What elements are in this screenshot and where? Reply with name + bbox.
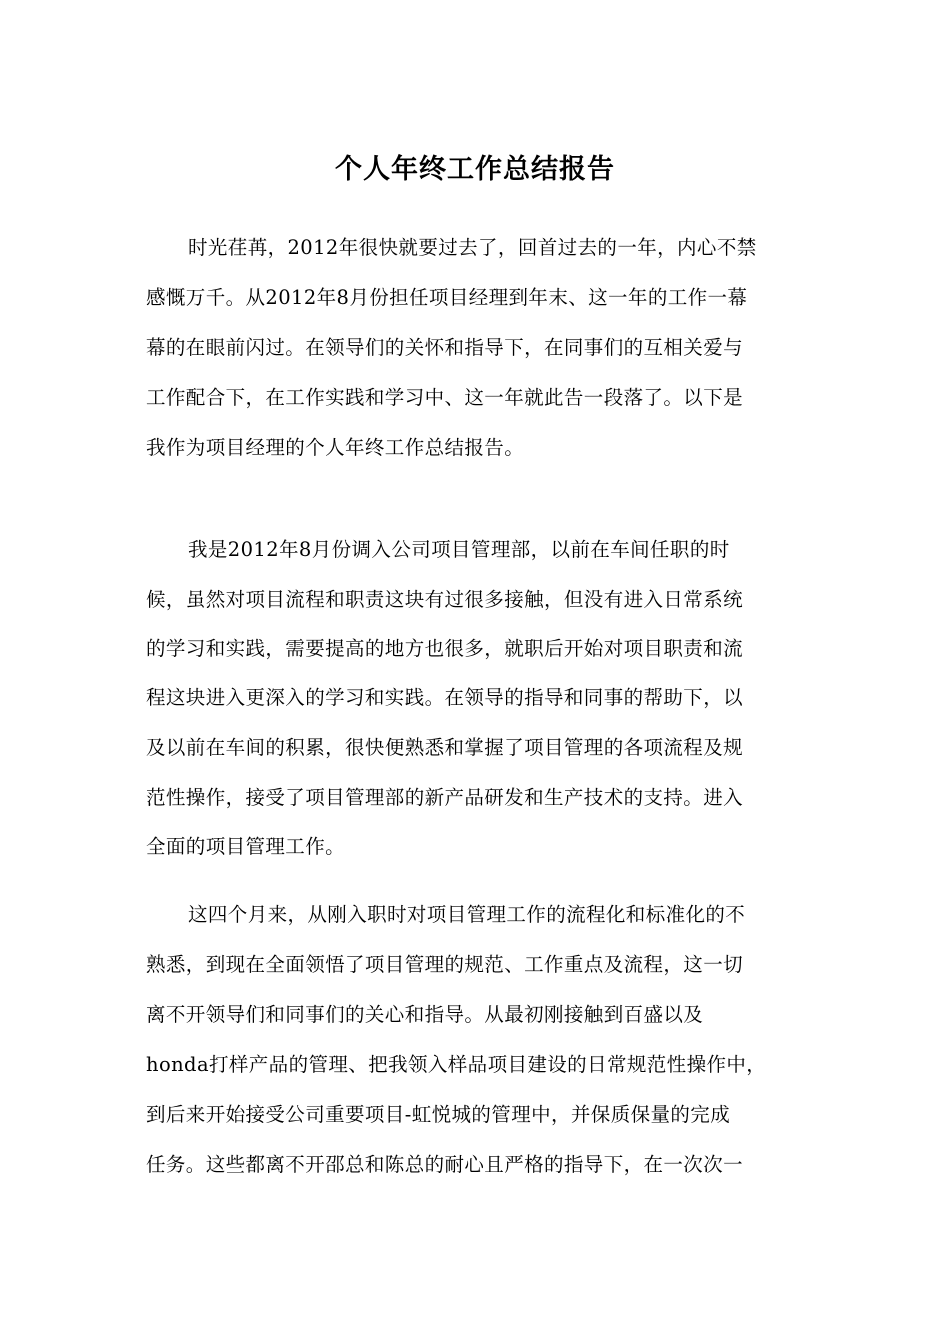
- document-title: 个人年终工作总结报告: [335, 154, 615, 185]
- paragraph-1-line-4: 工作配合下，在工作实践和学习中、这一年就此告一段落了。以下是: [146, 386, 744, 409]
- paragraph-3-line-3: 离不开领导们和同事们的关心和指导。从最初刚接触到百盛以及: [146, 1003, 704, 1026]
- paragraph-2-line-7: 全面的项目管理工作。: [146, 835, 346, 858]
- paragraph-2-line-4: 程这块进入更深入的学习和实践。在领导的指导和同事的帮助下，以: [146, 686, 744, 709]
- paragraph-3-line-6: 任务。这些都离不开邵总和陈总的耐心且严格的指导下，在一次次一: [146, 1153, 744, 1176]
- paragraph-3-line-2: 熟悉，到现在全面领悟了项目管理的规范、工作重点及流程，这一切: [146, 953, 744, 976]
- paragraph-2-line-2: 候，虽然对项目流程和职责这块有过很多接触，但没有进入日常系统: [146, 588, 744, 611]
- paragraph-3-line-4: honda打样产品的管理、把我领入样品项目建设的日常规范性操作中，: [146, 1053, 767, 1076]
- paragraph-3-line-1: 这四个月来，从刚入职时对项目管理工作的流程化和标准化的不: [188, 903, 746, 926]
- paragraph-1-line-5: 我作为项目经理的个人年终工作总结报告。: [146, 436, 525, 459]
- paragraph-2-line-1: 我是2012年8月份调入公司项目管理部，以前在车间任职的时: [188, 538, 730, 561]
- paragraph-2-line-5: 及以前在车间的积累，很快便熟悉和掌握了项目管理的各项流程及规: [146, 736, 744, 759]
- paragraph-3-line-5: 到后来开始接受公司重要项目-虹悦城的管理中，并保质保量的完成: [146, 1103, 731, 1126]
- paragraph-1-line-3: 幕的在眼前闪过。在领导们的关怀和指导下，在同事们的互相关爱与: [146, 336, 744, 359]
- paragraph-1-line-1: 时光荏苒，2012年很快就要过去了，回首过去的一年，内心不禁: [188, 236, 757, 259]
- paragraph-2-line-3: 的学习和实践，需要提高的地方也很多，就职后开始对项目职责和流: [146, 637, 744, 660]
- paragraph-2-line-6: 范性操作，接受了项目管理部的新产品研发和生产技术的支持。进入: [146, 786, 744, 809]
- paragraph-1-line-2: 感慨万千。从2012年8月份担任项目经理到年末、这一年的工作一幕: [146, 286, 748, 309]
